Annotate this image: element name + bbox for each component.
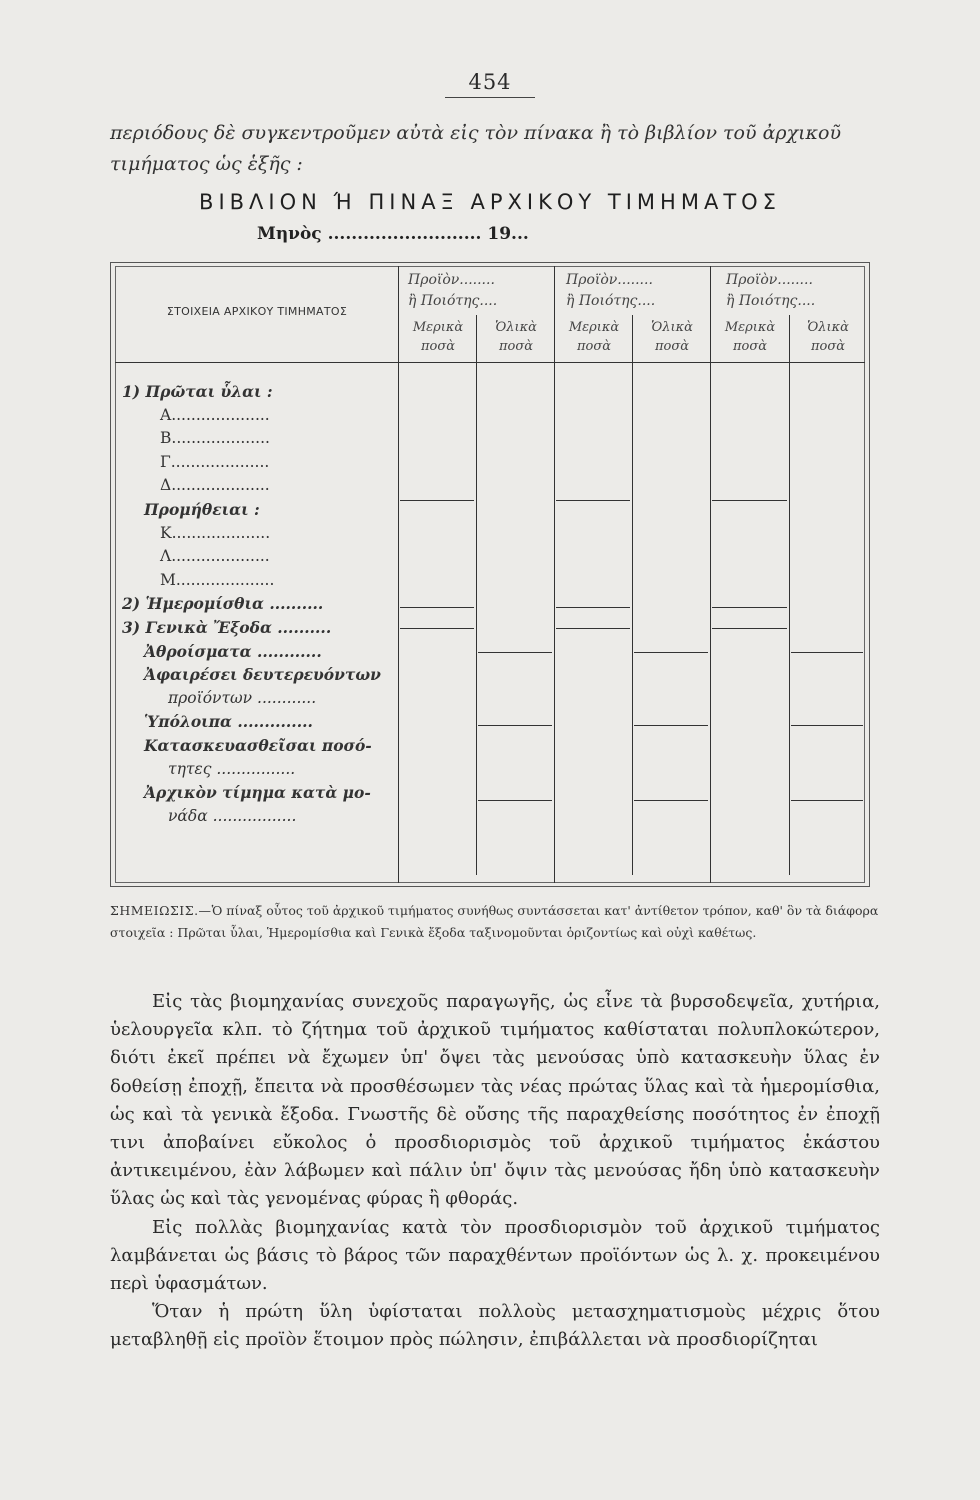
subtotal-line (712, 628, 787, 629)
total-line (791, 725, 863, 726)
quality-label: ἢ Ποιότης.... (726, 293, 816, 309)
subtotal-line (712, 607, 787, 608)
total-line (478, 800, 552, 801)
total-amounts-label: Ὁλικὰ ποσὰ (495, 320, 537, 354)
header-divider (115, 362, 865, 363)
table-row: Α.................... (160, 405, 270, 424)
table-row: 3) Γενικὰ Ἔξοδα .......... (122, 617, 332, 637)
table-row: Β.................... (160, 429, 270, 448)
subtotal-line (400, 607, 474, 608)
note-text: Ὁ πίναξ οὗτος τοῦ ἀρχικοῦ τιμήματος συνήθως συντάσσεται κατ' ἀντίθετον τρόπον, καθ' ὃν τὰ διάφορα στοιχεῖα : Πρῶται ὗλαι, Ἡμερομίσθια καὶ Γενικὰ ἔξοδα ταξινομοῦνται ὁριζοντίως καὶ οὐχὶ καθέτως. (110, 903, 879, 940)
table-row: Δ.................... (160, 476, 270, 495)
month-line: Μηνὸς .......................... 19... (257, 224, 529, 244)
table-row: Λ.................... (160, 547, 270, 566)
subtotal-line (556, 500, 630, 501)
column-divider (710, 266, 711, 883)
column-divider (398, 266, 399, 883)
product-label: Προϊὸν........ (566, 272, 653, 288)
partial-amounts-label: Μερικὰ ποσὰ (568, 320, 620, 354)
intro-text: περιόδους δὲ συγκεντροῦμεν αὐτὰ εἰς τὸν πίνακα ἢ τὸ βιβλίον τοῦ ἀρχικοῦ τιμήματος ὡς ἑξῆς : (110, 122, 841, 175)
total-line (791, 800, 863, 801)
paragraph: Εἰς πολλὰς βιομηχανίας κατὰ τὸν προσδιορισμὸν τοῦ ἀρχικοῦ τιμήματος λαμβάνεται ὡς βάσις τὸ βάρος τῶν παραχθέντων προϊόντων ὡς λ. χ. προκειμένου περὶ ὑφασμάτων. (110, 1216, 880, 1295)
table-row: Ἀθροίσματα ............ (144, 641, 322, 661)
table-row: Προμήθειαι : (144, 499, 260, 519)
table-row: Γ.................... (160, 452, 270, 471)
page-number-rule (445, 97, 535, 98)
subtotal-line (556, 628, 630, 629)
subtotal-line (712, 500, 787, 501)
partial-amounts-label: Μερικὰ ποσὰ (412, 320, 464, 354)
table-note (110, 900, 880, 944)
total-line (634, 725, 708, 726)
product-label: Προϊὸν........ (408, 272, 495, 288)
total-line (478, 725, 552, 726)
table-row: Ἀρχικὸν τίμημα κατὰ μο- (144, 783, 371, 803)
body-text (110, 988, 880, 1355)
table-row: 1) Πρῶται ὗλαι : (122, 382, 273, 401)
partial-amounts-label: Μερικὰ ποσὰ (724, 320, 776, 354)
table-row: Κ.................... (160, 523, 271, 542)
note-lead: ΣΗΜΕΙΩΣΙΣ.— (110, 903, 212, 918)
total-amounts-label: Ὁλικὰ ποσὰ (651, 320, 693, 354)
table-row-labels (122, 380, 397, 828)
quality-label: ἢ Ποιότης.... (408, 293, 498, 309)
table-row: Μ.................... (160, 570, 275, 589)
total-line (634, 800, 708, 801)
column-divider (789, 315, 790, 875)
total-line (791, 652, 863, 653)
table-row: Ἀφαιρέσει δευτερευόντων (144, 665, 381, 685)
page-number: 454 (468, 70, 512, 94)
table-row: Κατασκευασθεῖσαι ποσό- (144, 735, 372, 755)
subtotal-line (400, 500, 474, 501)
paragraph: Ὅταν ἡ πρώτη ὕλη ὑφίσταται πολλοὺς μετασχηματισμοὺς μέχρις ὅτου μεταβληθῇ εἰς προϊὸν ἕτοιμον πρὸς πώλησιν, ἐπιβάλλεται νὰ προσδιορίζηται (110, 1301, 880, 1351)
column-divider (632, 315, 633, 875)
table-row: Ὑπόλοιπα .............. (144, 712, 313, 732)
table-row: προϊόντων ............ (168, 688, 317, 707)
table-row: νάδα ................. (168, 806, 297, 825)
column-divider (554, 266, 555, 883)
total-amounts-label: Ὁλικὰ ποσὰ (807, 320, 849, 354)
table-row: 2) Ἡμερομίσθια .......... (122, 594, 324, 614)
subtotal-line (556, 607, 630, 608)
quality-label: ἢ Ποιότης.... (566, 293, 656, 309)
table-column-header: ΣΤΟΙΧΕΙΑ ΑΡΧΙΚΟΥ ΤΙΜΗΜΑΤΟΣ (166, 305, 348, 318)
table-row: τητες ................ (168, 759, 296, 778)
paragraph: Εἰς τὰς βιομηχανίας συνεχοῦς παραγωγῆς, ὡς εἶνε τὰ βυρσοδεψεῖα, χυτήρια, ὑελουργεῖα κλπ. τὸ ζήτημα τοῦ ἀρχικοῦ τιμήματος καθίσταται πολυπλοκώτερον, διότι ἐκεῖ πρέπει νὰ ἔχωμεν ὑπ' ὄψει τὰς μενούσας ὑπὸ κατασκευὴν ὕλας ἐν δοθείσῃ ἐποχῇ, ἔπειτα νὰ προσθέσωμεν τὰς νέας πρώτας ὕλας καὶ τὰ ἡμερομίσθια, ὡς καὶ τὰ γενικὰ ἔξοδα. Γνωστῆς δὲ οὔσης τῆς παραχθείσης ποσότητος ἐν ἐποχῇ τινι ἀποβαίνει εὔκολος ὁ προσδιορισμὸς τοῦ ἀρχικοῦ τιμήματος ἑκάστου ἀντικειμένου, ἐὰν λάβωμεν καὶ πάλιν ὑπ' ὄψιν τὰς μενούσας ἤδη ὑπὸ κατασκευὴν ὕλας ὡς καὶ τὰς γενομένας φύρας ἢ φθοράς. (110, 991, 880, 1210)
subtotal-line (400, 628, 474, 629)
total-line (634, 652, 708, 653)
product-label: Προϊὸν........ (726, 272, 813, 288)
column-divider (476, 315, 477, 875)
table-heading: ΒΙΒΛΙΟΝ Ή ΠΙΝΑΞ ΑΡΧΙΚΟΥ ΤΙΜΗΜΑΤΟΣ (199, 190, 781, 214)
total-line (478, 652, 552, 653)
